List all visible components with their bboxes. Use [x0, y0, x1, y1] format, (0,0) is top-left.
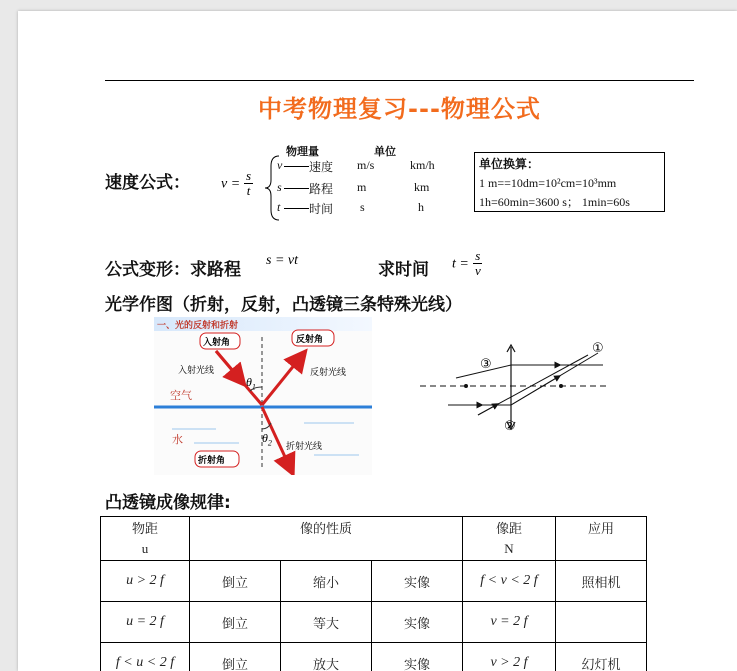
time-label: 求时间	[378, 255, 429, 280]
reflect-angle-label: 反射角	[296, 332, 323, 345]
table-row: u = 2 f 倒立 等大 实像 v = 2 f	[101, 602, 647, 643]
theta1-label: $\theta_1$	[246, 375, 256, 391]
speed-row-t: t 时间 s h	[277, 200, 477, 218]
optics-heading: 光学作图（折射，反射，凸透镜三条特殊光线）	[105, 290, 462, 315]
time-formula: t = $\frac{s}{v}$	[452, 249, 482, 278]
header-rule	[105, 80, 694, 81]
reflection-refraction-diagram	[154, 317, 372, 475]
unit-conversion-box: 单位换算： 1 m==10dm=10²cm=10³mm 1h=60min=3600 s； 1min=60s	[474, 152, 665, 212]
speed-formula-label: 速度公式：	[105, 168, 190, 193]
distance-formula: s = vt	[266, 253, 298, 269]
speed-fraction: $\frac{s}{t}$	[244, 169, 253, 198]
table-row: u > 2 f 倒立 缩小 实像 f < v < 2 f 照相机	[101, 561, 647, 602]
speed-formula: v = $\frac{s}{t}$	[221, 169, 253, 198]
ray-mark-3: ③	[480, 357, 492, 372]
incident-ray-label: 入射光线	[178, 363, 214, 376]
air-label: 空气	[170, 387, 192, 403]
table-header-row: 物距 u 像的性质 像距 N 应用	[101, 517, 647, 561]
document-page	[18, 11, 737, 671]
ray-mark-1: ①	[592, 341, 604, 356]
diagram-banner: 一、光的反射和折射	[157, 318, 238, 331]
ray-mark-2: ②	[504, 419, 516, 434]
speed-row-v: v 速度 m/s km/h	[277, 158, 477, 176]
page-title: 中考物理复习---物理公式	[105, 89, 694, 124]
table-row: f < u < 2 f 倒立 放大 实像 v > 2 f 幻灯机	[101, 643, 647, 671]
theta2-label: $\theta_2$	[262, 431, 272, 447]
refract-ray-label: 折射光线	[286, 439, 322, 452]
col-quantity-header: 物理量	[286, 143, 319, 159]
water-label: 水	[172, 431, 183, 447]
lens-rules-heading: 凸透镜成像规律:	[105, 488, 231, 513]
reflect-ray-label: 反射光线	[310, 365, 346, 378]
lens-imaging-table	[100, 516, 647, 671]
speed-row-s: s 路程 m km	[277, 180, 477, 198]
col-unit-header: 单位	[374, 143, 396, 159]
incident-angle-label: 入射角	[203, 335, 230, 348]
refract-angle-label: 折射角	[198, 453, 225, 466]
convex-lens-diagram	[418, 341, 608, 433]
transform-label: 公式变形：求路程	[105, 255, 241, 280]
